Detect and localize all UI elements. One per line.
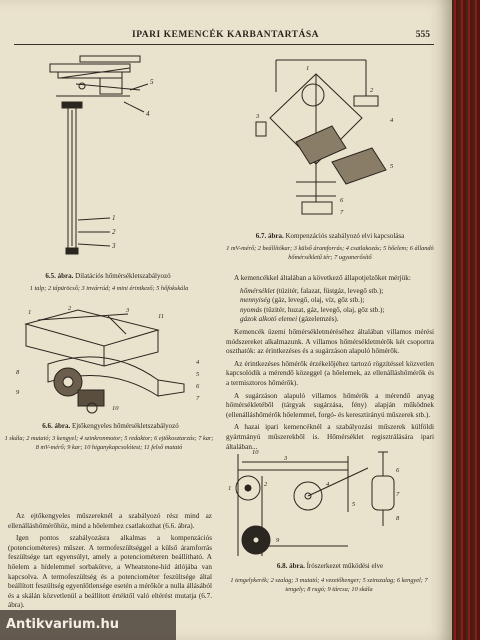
fig68-callout: 5 — [352, 501, 356, 508]
fig67-label: 6.7. ábra. — [255, 232, 284, 240]
fig68-callout: 8 — [396, 515, 400, 522]
fig65-title: Dilatációs hőmérsékletszabályozó — [75, 272, 171, 280]
fig66-callout: 6 — [196, 383, 200, 390]
fig68-callout: 6 — [396, 467, 400, 474]
fig67-callout: 7 — [340, 209, 344, 216]
fig65-callout: 1 — [112, 214, 116, 222]
fig65-callout: 2 — [112, 228, 116, 236]
fig68-callout: 10 — [252, 449, 259, 456]
figure-6-6-legend: 1 skála; 2 mutató; 3 kengyel; 4 szinkronmotor; 5 redaktor; 6 ejtőkosztarzás; 7 kar; 8 mV-mérő; 9 kar; 10 higanykapcsolótest; 11 felső mutató — [4, 435, 214, 451]
fig66-callout: 11 — [158, 313, 165, 320]
fig68-callout: 3 — [284, 455, 288, 462]
left-paragraph: Az ejtőkengyeles műszereknél a szabályozó rész mind az ellenálláshőmérőhöz, mind a hőelemhez csatlakozhat (6.6. ábra). — [8, 512, 212, 530]
fig67-callout: 2 — [370, 87, 374, 94]
fig68-title: Írószerkezet működési elve — [306, 562, 384, 570]
fig66-callout: 9 — [16, 389, 20, 396]
watermark: Antikvarium.hu — [0, 610, 176, 640]
right-paragraph: Kemencék üzemi hőmérsékletméréséhez általában villamos mérési módszereket alkalmazunk. A villamos hőmérsékletmérők két csoportra oszthatók: az érintkezéses és a sugárzáson alapuló hőmérők. — [226, 327, 434, 356]
list-item: gázok alkotó elemei (gázelemzés). — [240, 315, 339, 324]
fig67-title: Kompenzációs szabályozó elvi kapcsolása — [285, 232, 405, 240]
fig67-callout: 3 — [256, 113, 260, 120]
list-item: hőmérséklet (tüzitér, falazat, füstgáz, levegő stb.); — [240, 286, 384, 295]
fig65-label: 6.5. ábra. — [45, 272, 74, 280]
figure-6-7-drawing — [236, 52, 416, 222]
fig67-callout: 4 — [390, 117, 394, 124]
fig66-callout: 2 — [68, 305, 72, 312]
book-spine — [452, 0, 480, 640]
header-title: IPARI KEMENCÉK KARBANTARTÁSA — [132, 30, 319, 40]
list-item: mennyiség (gáz, levegő, olaj, víz, gőz stb.); — [240, 296, 365, 305]
list-item: nyomás (tüzitér, huzat, gáz, levegő, olaj, gőz stb.); — [240, 305, 385, 314]
figure-6-5-drawing — [20, 50, 190, 270]
figure-6-7-legend: 1 mV-mérő; 2 beállítókar; 3 külső áramforrás; 4 csatlakozás; 5 hőelem; 6 állandó hőmérsékletű tér; 7 ugyanerősítő — [226, 245, 434, 261]
right-paragraph: A sugárzáson alapuló villamos hőmérők a mérendő anyag hőmérsékletéből (tárgyak sugárzása, fény) alapján működnek (ellenálláshőmérők hőelemmel, forgó- és keresztirányú műszerek stb.). — [226, 391, 434, 419]
fig66-label: 6.6. ábra. — [42, 422, 71, 430]
right-intro: A kemencékkel általában a következő állapotjelzőket mérjük: — [234, 274, 411, 282]
left-paragraph: Igen pontos szabályozásra alkalmas a kompenzációs (potenciométeres) műszer. A termofeszültséggel a külső áramforrás feszültsége tart egyensúlyt, amely a potenciométeren beállítható. A hőelem a hídelemmel sorbakötve, a Wheatstone-híd átlójába van kapcsolva. A termofeszültség és a potenciométer feszültsége által beállított feszültség egyenlőtlensége esetén a mérőkör a nulla állásából és a skálán közvetlenül a beállított értéktől való eltérést mutatja (6.7. ábra). — [8, 534, 212, 610]
measured-quantities-list — [240, 287, 434, 325]
fig68-label: 6.8. ábra. — [276, 562, 305, 570]
figure-6-8-legend: 1 tengelykerék; 2 szalag; 3 mutató; 4 vezetőhenger; 5 szinszalag; 6 kengyel; 7 tengely; 8 rugó; 9 tárcsa; 10 skála — [230, 577, 428, 593]
fig67-callout: 1 — [306, 65, 310, 72]
fig68-callout: 7 — [396, 491, 400, 498]
fig68-callout: 9 — [276, 537, 280, 544]
right-paragraph: A hazai ipari kemencéknél a szabályozási műszerek külföldi gyártmányú műszerekből is. Hőmérséklet regisztrálására ipari általában... — [226, 423, 434, 451]
figure-6-5-legend: 1 talp; 2 tápüröcső; 3 invárrúd; 4 mini érintkező; 5 hőfokskála — [29, 285, 189, 292]
figure-6-7-caption — [226, 232, 434, 241]
figure-6-5-caption — [8, 272, 208, 281]
fig68-callout: 4 — [326, 481, 330, 488]
fig66-title: Ejtőkengyeles hőmérsékletszabályozó — [72, 422, 179, 430]
fig66-callout: 7 — [196, 395, 200, 402]
fig68-callout: 2 — [264, 481, 268, 488]
page-number: 555 — [415, 30, 430, 40]
fig66-callout: 3 — [126, 307, 130, 314]
right-column-text — [226, 274, 434, 451]
left-column-text — [8, 512, 212, 608]
figure-6-8-caption — [226, 562, 434, 571]
figure-6-6-caption — [8, 422, 213, 431]
right-paragraph: Az érintkezéses hőmérők érzékelőjéhez tartozó rögzítéssel közvetlen kapcsolódik a mérendő közeggel (a hőelemek, az ellenálláshőmérők és a termisztoros hőmérők). — [226, 359, 434, 387]
fig66-callout: 8 — [16, 369, 20, 376]
fig66-callout: 1 — [28, 309, 32, 316]
figure-6-6-drawing — [8, 304, 208, 414]
fig68-callout: 1 — [228, 485, 232, 492]
fig66-callout: 4 — [196, 359, 200, 366]
fig65-callout: 5 — [150, 78, 154, 86]
fig65-callout: 3 — [112, 242, 116, 250]
fig65-callout: 4 — [146, 110, 150, 118]
header-rule — [14, 44, 434, 45]
fig67-callout: 6 — [340, 197, 344, 204]
figure-6-8-drawing — [228, 446, 428, 560]
fig66-callout: 10 — [112, 405, 119, 412]
fig67-callout: 5 — [390, 163, 394, 170]
fig66-callout: 5 — [196, 371, 200, 378]
